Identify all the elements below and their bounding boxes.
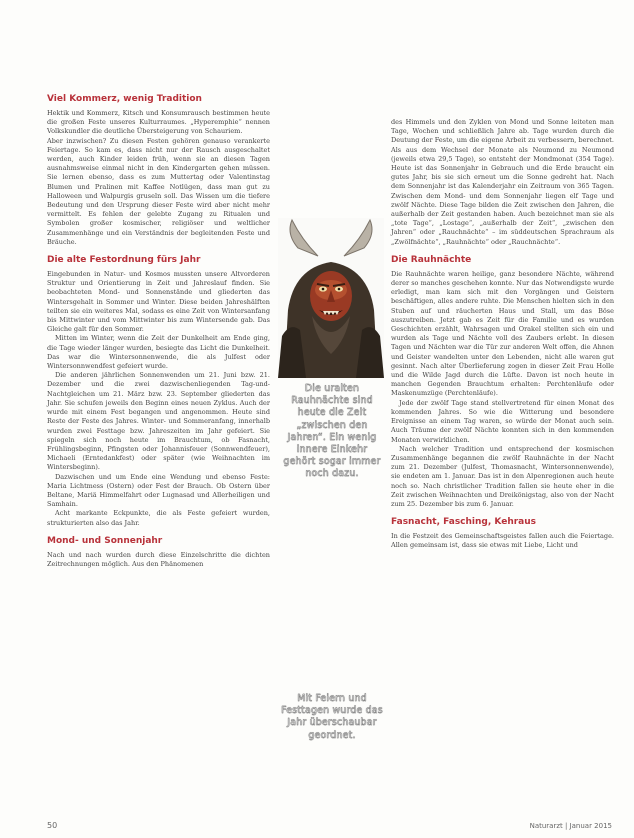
paragraph: Jede der zwölf Tage stand stellvertretend für einen Monat des kommenden Jahres. So wie die Witterung und besondere Ereignisse an einem Tag waren, so würde der Monat auch sein. Auch Träume der zwölf Nächte konnten sich in den kommenden Monaten verwirklichen. bbox=[391, 398, 614, 444]
right-column bbox=[391, 118, 614, 551]
left-column bbox=[47, 94, 270, 569]
footer-source: Naturarzt | Januar 2015 bbox=[529, 822, 612, 830]
paragraph: Aber inzwischen? Zu diesen Festen gehören genauso verankerte Feiertage. So kam es, dass nicht nur der Rausch ausgeschaltet werden, auch Kinder leiden früh, wenn sie an diesen Tagen ausnahmsweise einmal nicht in den Kindergarten gehen müssen. Sie lernen ebenso, dass es zum Muttertag oder Valentinstag Blumen und Pralinen mit Kaffee Notlügen, dass man gut zu Halloween und Walpurgis gruseln soll. Das Wissen um die tiefere Bedeutung und den Ursprung dieser Feste wird aber nicht mehr vermittelt. Es fehlen der gelebte Zugang zu Ritualen und Symbolen großer kosmischer, religiöser und weltlicher Zusammenhänge und ein Verständnis der begleitenden Feste und Bräuche. bbox=[47, 136, 270, 246]
paragraph: In die Festzeit des Gemeinschaftsgeistes fallen auch die Feiertage. Allen gemeinsam ist, dass sie etwas mit Liebe, Licht und bbox=[391, 532, 614, 550]
paragraph: Die anderen jährlichen Sonnenwenden um 21. Juni bzw. 21. Dezember und die zwei dazwischenliegenden Tag-und-Nachtgleichen um 21. März bzw. 23. September gliederten das Jahr. Sie schufen jeweils den Beginn eines neuen Zyklus. Auch der wurde mit einem Fest begangen und angenommen. Heute sind Reste der Feste des Jahres. Winter- und Sommeranfang, innerhalb wurden zwei Festtage bzw. Jahreszeiten im Jahr gefeiert. Sie spiegeln sich noch heute im Brauchtum, ob Fasnacht, Frühlingsbeginn, Pfingsten oder Johannisfeuer (Sonnwendfeuer), Michaeli (Erntedankfest) oder später (wie Weihnachten im Wintersbeginn). bbox=[47, 371, 270, 472]
paragraph: Mitten im Winter, wenn die Zeit der Dunkelheit am Ende ging, die Tage wieder länger wurden, besiegte das Licht die Dunkelheit. Das war die Wintersonnenwende, die als Julfest oder Wintersonnwendfest gefeiert wurde. bbox=[47, 334, 270, 371]
section-heading-mondjahr: Mond- und Sonnenjahr bbox=[47, 535, 163, 546]
paragraph: Die Rauhnächte waren heilige, ganz besondere Nächte, während derer so manches geschehen konnte. Nur das Notwendigste wurde erledigt, man kam sich mit den Vorgängen und Geistern beschäftigen, alles andere ruhte. Die Menschen hielten sich in den Stuben auf und räucherten Haus und Stall, um das Böse auszutreiben. Jetzt gab es Zeit für die Familie und es wurden Geschichten erzählt, Wahrsagen und Orakel stellten sich ein und wurden als Tage und Nächte voll des Zaubers erlebt. In diesen Tagen und Nächten war die Tür zur anderen Welt offen, die Ahnen und Geister wandelten unter den Lebenden, nicht alle waren gut gesinnt. Nach alter Überlieferung zogen in dieser Zeit Frau Holle und die Wilde Jagd durch die Lüfte. Davon ist noch heute in manchen Gegenden Brauchtum erhalten: Perchtenläufe oder Maskenumzüge (Perchtenläufe). bbox=[391, 269, 614, 398]
section-heading-fasnacht: Fasnacht, Fasching, Kehraus bbox=[391, 517, 537, 528]
paragraph: Dazwischen und um Ende eine Wendung und ebenso Feste: Maria Lichtmess (Ostern) oder Fest der Brauch. Ob Ostern über Beltane, Mariä Himmelfahrt oder Lugnasad und Allerheiligen und Samhain. bbox=[47, 472, 270, 509]
section-heading-kommerz: Viel Kommerz, wenig Tradition bbox=[47, 94, 202, 104]
paragraph: Nach welcher Tradition und entsprechend der kosmischen Zusammenhänge begannen die zwölf Rauhnächte in der Nacht zum 21. Dezember (Julfest, Thomasnacht, Wintersonnenwende), sie endeten am 1. Januar. Das ist in den Alpenregionen auch heute noch so. Nach christlicher Tradition fallen sie heute eher in die Zeit zwischen Weihnachten und Dreikönigstag, also von der Nacht zum 25. Dezember bis zum 6. Januar. bbox=[391, 444, 614, 508]
paragraph: Acht markante Eckpunkte, die als Feste gefeiert wurden, strukturierten also das Jahr. bbox=[47, 509, 270, 527]
paragraph: Eingebunden in Natur- und Kosmos mussten unsere Altvorderen Struktur und Orientierung in Zeit und Jahreslauf finden. Sie beobachteten Mond- und Sonnenstände und gliederten das Wintersgehalt in Sommer und Winter. Diese beiden Jahreshälften teilten sie ein weiteres Mal, sodass es eine Zeit von Wintersanfang bis Mittwinter und vom Mittwinter bis zum Wintersende gab. Das Gleiche galt für den Sommer. bbox=[47, 270, 270, 334]
page-number: 50 bbox=[47, 821, 58, 830]
section-heading-rauhnaechte: Die Rauhnächte bbox=[391, 254, 472, 265]
pull-quote-rauhnaechte: Die uralten Rauhnächte sind heute die Zeit „zwischen den Jahren“. Ein wenig innere Einkehr gehört sogar immer noch dazu. bbox=[283, 383, 381, 480]
pull-quote-festtage: Mit Feiern und Festtagen wurde das Jahr überschaubar geordnet. bbox=[281, 693, 383, 741]
krampus-photo bbox=[278, 218, 384, 378]
paragraph: Nach und nach wurden durch diese Einzelschritte die dichten Zeitrechnungen möglich. Aus den Phänomenen bbox=[47, 550, 270, 568]
paragraph: Hektik und Kommerz, Kitsch und Konsumrausch bestimmen heute die großen Feste unseres Kulturraumes. „Hyperemphie“ nennen Volkskundler die deutliche Übersteigerung von Schauriem. bbox=[47, 109, 270, 136]
paragraph: des Himmels und den Zyklen von Mond und Sonne leiteten man Tage, Wochen und schließlich Jahre ab. Tage wurden durch die Deutung der Feste, um die eigene Arbeit zu verbessern, berechnet. Als aus dem Wechsel der Monate als Neumond zu Neumond (jeweils etwa 29,5 Tage), so entsteht der Mondmonat (354 Tage). Heute ist das Sonnenjahr in Gebrauch und die Erde braucht ein gutes Jahr, bis sie sich erneut um die Sonne gedreht hat. Nach dem Sonnenjahr ist das Kalenderjahr ein Zeitraum von 365 Tagen. Zwischen dem Mond- und dem Sonnenjahr liegen elf Tage und zwölf Nächte. Diese Tage bilden die Zeit zwischen den Jahren, die außerhalb der Zeit gestanden haben. Auch bezeichnet man sie als „tote Tage“, „Lostage“, „außerhalb der Zeit“, „zwischen den Jahren“ oder „Rauchnächte“ – im süddeutschen Sprachraum als „Zwölfnächte“, „Rauhnächte“ oder „Rauchnächte“. bbox=[391, 118, 614, 246]
krampus-mask-image bbox=[278, 218, 384, 378]
section-heading-festordnung: Die alte Festordnung fürs Jahr bbox=[47, 255, 201, 266]
